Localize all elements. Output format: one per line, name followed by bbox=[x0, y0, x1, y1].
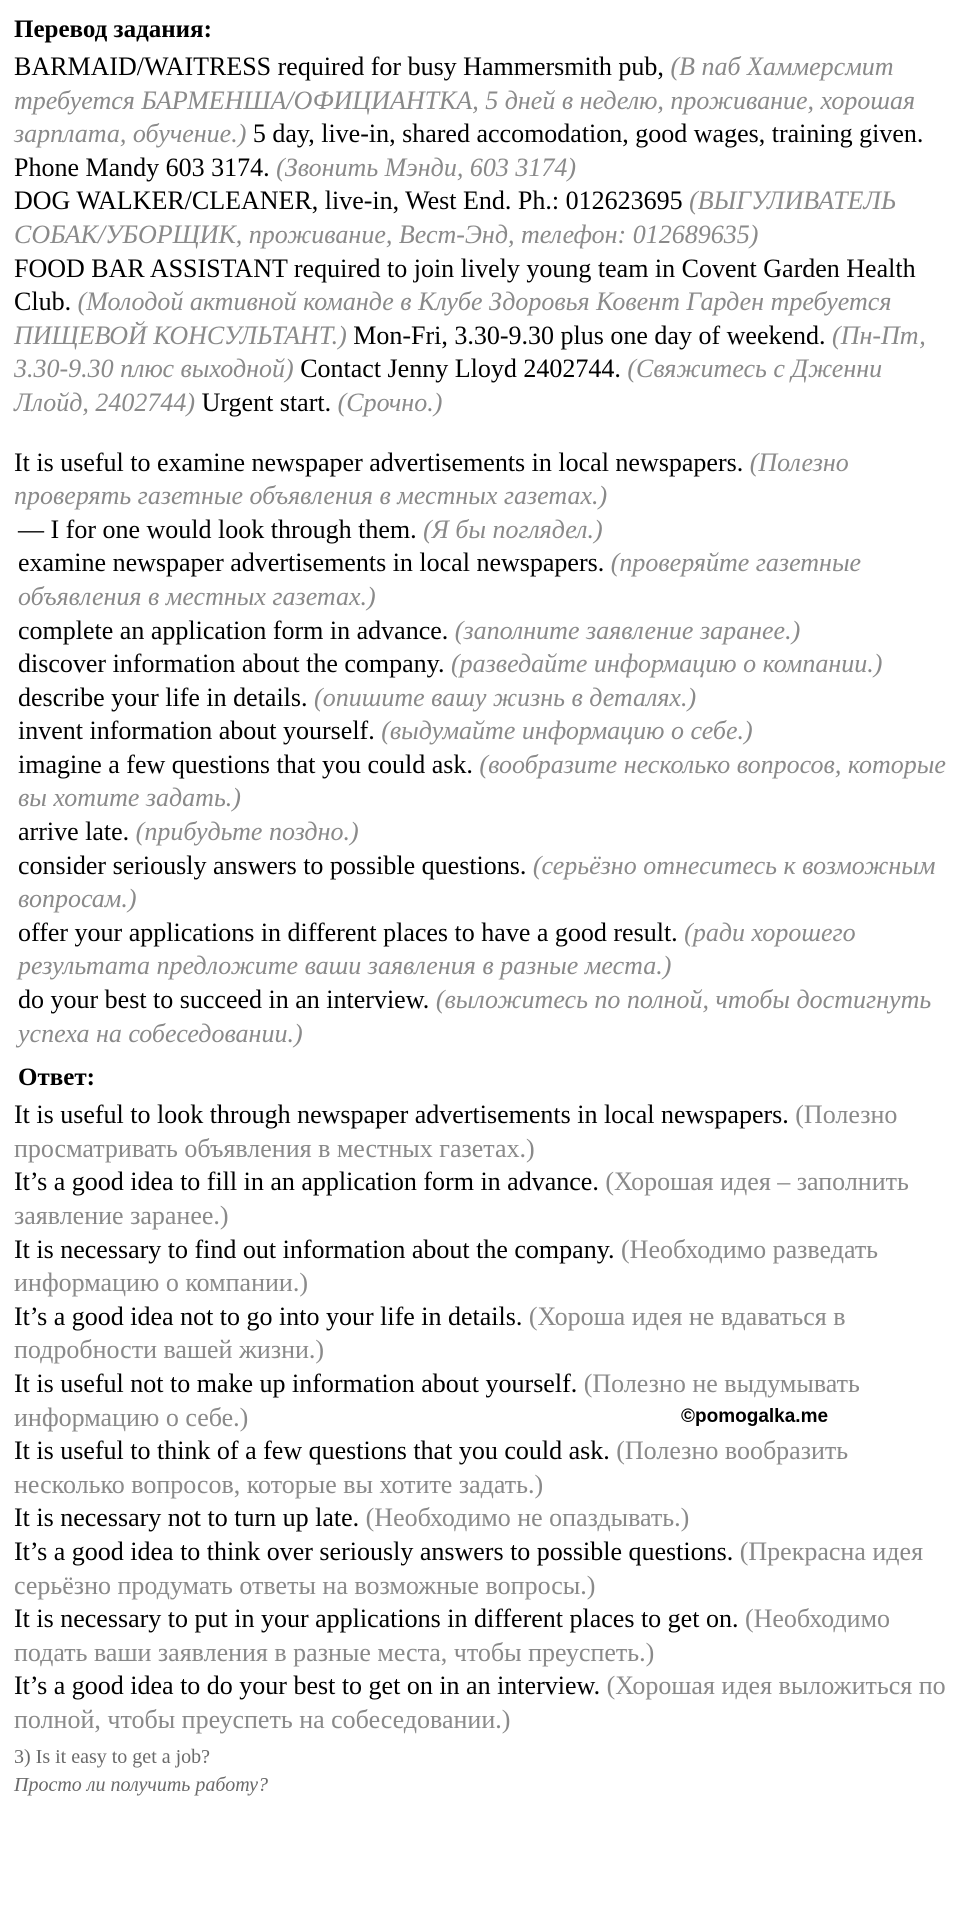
ad-text-en: Contact Jenny Lloyd 2402744. bbox=[293, 354, 628, 384]
item-en: discover information about the company. bbox=[18, 649, 451, 679]
answer-ru: (Необходимо разведать информацию о компании.) bbox=[14, 1234, 879, 1298]
list-item bbox=[18, 748, 960, 815]
list-item bbox=[18, 714, 960, 748]
item-en: imagine a few questions that you could ask. bbox=[18, 749, 480, 779]
answer-item bbox=[14, 1602, 960, 1669]
answer-heading: Ответ: bbox=[18, 1064, 95, 1092]
ad-text-ru: (Свяжитесь с Дженни Ллойд, 2402744) bbox=[14, 354, 883, 417]
answer-en: It is useful to think of a few questions that you could ask. bbox=[14, 1436, 617, 1466]
item-en: describe your life in details. bbox=[18, 682, 315, 712]
ad-barmaid bbox=[14, 50, 960, 184]
answer-ru: (Прекрасна идея серьёзно продумать ответы на возможные вопросы.) bbox=[14, 1536, 924, 1600]
ad-text-en: BARMAID/WAITRESS required for busy Hammersmith pub, bbox=[14, 52, 671, 81]
ad-text-en: 5 day, live-in, shared accomodation, good wages, training given. Phone Mandy 603 3174. bbox=[14, 119, 924, 182]
ad-text-ru: (ВЫГУЛИВАТЕЛЬ СОБАК/УБОРЩИК, проживание, Вест-Энд, телефон: 012689635) bbox=[14, 186, 897, 249]
answer-en: It’s a good idea to think over seriously answers to possible questions. bbox=[14, 1536, 740, 1566]
next-question bbox=[14, 1743, 960, 1799]
intro-paragraph bbox=[14, 446, 960, 513]
item-ru: (прибудьте поздно.) bbox=[135, 817, 359, 847]
list-item bbox=[18, 647, 960, 681]
answer-ru: (Полезно вообразить несколько вопросов, которые вы хотите задать.) bbox=[14, 1436, 849, 1499]
list-item bbox=[18, 983, 960, 1050]
translation-heading: Перевод задания: bbox=[14, 16, 212, 43]
item-en: consider seriously answers to possible questions. bbox=[18, 850, 533, 880]
item-ru: (проверяйте газетные объявления в местных газетах.) bbox=[18, 548, 862, 611]
item-en: offer your applications in different places to have a good result. bbox=[18, 917, 685, 947]
item-en: examine newspaper advertisements in local newspapers. bbox=[18, 548, 611, 578]
list-item bbox=[18, 815, 960, 849]
answer-item bbox=[14, 1434, 960, 1501]
answer-item bbox=[14, 1501, 960, 1535]
ad-text-ru: (Молодой активной команде в Клубе Здоровья Ковент Гарден требуется ПИЩЕВОЙ КОНСУЛЬТАНТ.) bbox=[14, 287, 892, 350]
ad-dog-walker bbox=[14, 184, 960, 251]
item-en: do your best to succeed in an interview. bbox=[18, 985, 436, 1015]
item-ru: (разведайте информацию о компании.) bbox=[450, 649, 883, 679]
ad-text-ru: (В паб Хаммерсмит требуется БАРМЕНША/ОФИЦИАНТКА, 5 дней в неделю, проживание, хорошая зарплата, обучение.) bbox=[14, 52, 916, 149]
answer-ru: (Необходимо подать ваши заявления в разные места, чтобы преуспеть.) bbox=[14, 1604, 891, 1667]
item-ru: (Я бы поглядел.) bbox=[423, 514, 603, 544]
answer-en: It is useful not to make up information about yourself. bbox=[14, 1368, 584, 1398]
item-ru: (выдумайте информацию о себе.) bbox=[381, 716, 753, 746]
answer-en: It is necessary not to turn up late. bbox=[14, 1503, 366, 1533]
ads-block bbox=[14, 50, 960, 420]
item-en: arrive late. bbox=[18, 817, 136, 847]
answer-en: It’s a good idea not to go into your life in details. bbox=[14, 1301, 529, 1331]
item-ru: (выложитесь по полной, чтобы достигнуть успеха на собеседовании.) bbox=[18, 985, 932, 1048]
answer-ru: (Хороша идея не вдаваться в подробности вашей жизни.) bbox=[14, 1301, 846, 1365]
intro-text-en: It is useful to examine newspaper advertisements in local newspapers. bbox=[14, 447, 750, 477]
ad-text-ru: (Срочно.) bbox=[337, 387, 443, 417]
ad-text-en: Mon-Fri, 3.30-9.30 plus one day of weekend. bbox=[346, 320, 833, 350]
answer-item bbox=[14, 1165, 960, 1232]
answer-en: It’s a good idea to fill in an application form in advance. bbox=[14, 1167, 606, 1197]
answer-en: It’s a good idea to do your best to get on in an interview. bbox=[14, 1671, 607, 1701]
list-item bbox=[18, 681, 960, 715]
item-ru: (заполните заявление заранее.) bbox=[454, 615, 801, 645]
answer-item bbox=[14, 1535, 960, 1602]
ad-text-ru: (Пн-Пт, 3.30-9.30 плюс выходной) bbox=[14, 320, 926, 384]
answer-item bbox=[14, 1669, 960, 1736]
answer-ru: (Хорошая идея – заполнить заявление заранее.) bbox=[14, 1167, 909, 1230]
ad-text-ru: (Звонить Мэнди, 603 3174) bbox=[276, 152, 576, 182]
intro-text-ru: (Полезно проверять газетные объявления в местных газетах.) bbox=[14, 447, 849, 511]
answer-en: It is useful to look through newspaper advertisements in local newspapers. bbox=[14, 1100, 796, 1130]
item-en: complete an application form in advance. bbox=[18, 615, 455, 645]
list-item bbox=[18, 546, 960, 613]
list-item bbox=[18, 513, 960, 547]
list-item bbox=[18, 849, 960, 916]
answer-en: It is necessary to find out information about the company. bbox=[14, 1234, 622, 1264]
item-en: — I for one would look through them. bbox=[18, 514, 424, 544]
answer-ru: (Хорошая идея выложиться по полной, чтобы преуспеть на собеседовании.) bbox=[14, 1671, 946, 1734]
answer-ru: (Необходимо не опаздывать.) bbox=[365, 1503, 690, 1533]
watermark: ©pomogalka.me bbox=[681, 1406, 829, 1427]
answer-ru: (Полезно просматривать объявления в местных газетах.) bbox=[14, 1100, 898, 1163]
answer-item bbox=[14, 1233, 960, 1300]
item-en: invent information about yourself. bbox=[18, 716, 382, 746]
task-list bbox=[14, 513, 960, 1051]
answer-ru: (Полезно не выдумывать информацию о себе.) bbox=[14, 1368, 860, 1432]
ad-text-en: DOG WALKER/CLEANER, live-in, West End. Ph.: 012623695 bbox=[14, 186, 690, 216]
ad-food-bar bbox=[14, 252, 960, 420]
intro-block bbox=[14, 446, 960, 513]
item-ru: (опишите вашу жизнь в деталях.) bbox=[314, 682, 697, 712]
answer-en: It is necessary to put in your applications in different places to get on. bbox=[14, 1604, 745, 1634]
list-item bbox=[18, 916, 960, 983]
answer-item bbox=[14, 1098, 960, 1165]
ad-text-en: Urgent start. bbox=[195, 387, 338, 417]
question-en: 3) Is it easy to get a job? bbox=[14, 1745, 211, 1768]
item-ru: (серьёзно отнеситесь к возможным вопросам.) bbox=[18, 850, 936, 914]
list-item bbox=[18, 614, 960, 648]
ad-text-en: FOOD BAR ASSISTANT required to join lively young team in Covent Garden Health Club. bbox=[14, 253, 916, 317]
item-ru: (вообразите несколько вопросов, которые вы хотите задать.) bbox=[18, 749, 946, 813]
question-ru: Просто ли получить работу? bbox=[14, 1773, 269, 1796]
answer-item bbox=[14, 1300, 960, 1367]
item-ru: (ради хорошего результата предложите ваши заявления в разные места.) bbox=[18, 917, 856, 981]
